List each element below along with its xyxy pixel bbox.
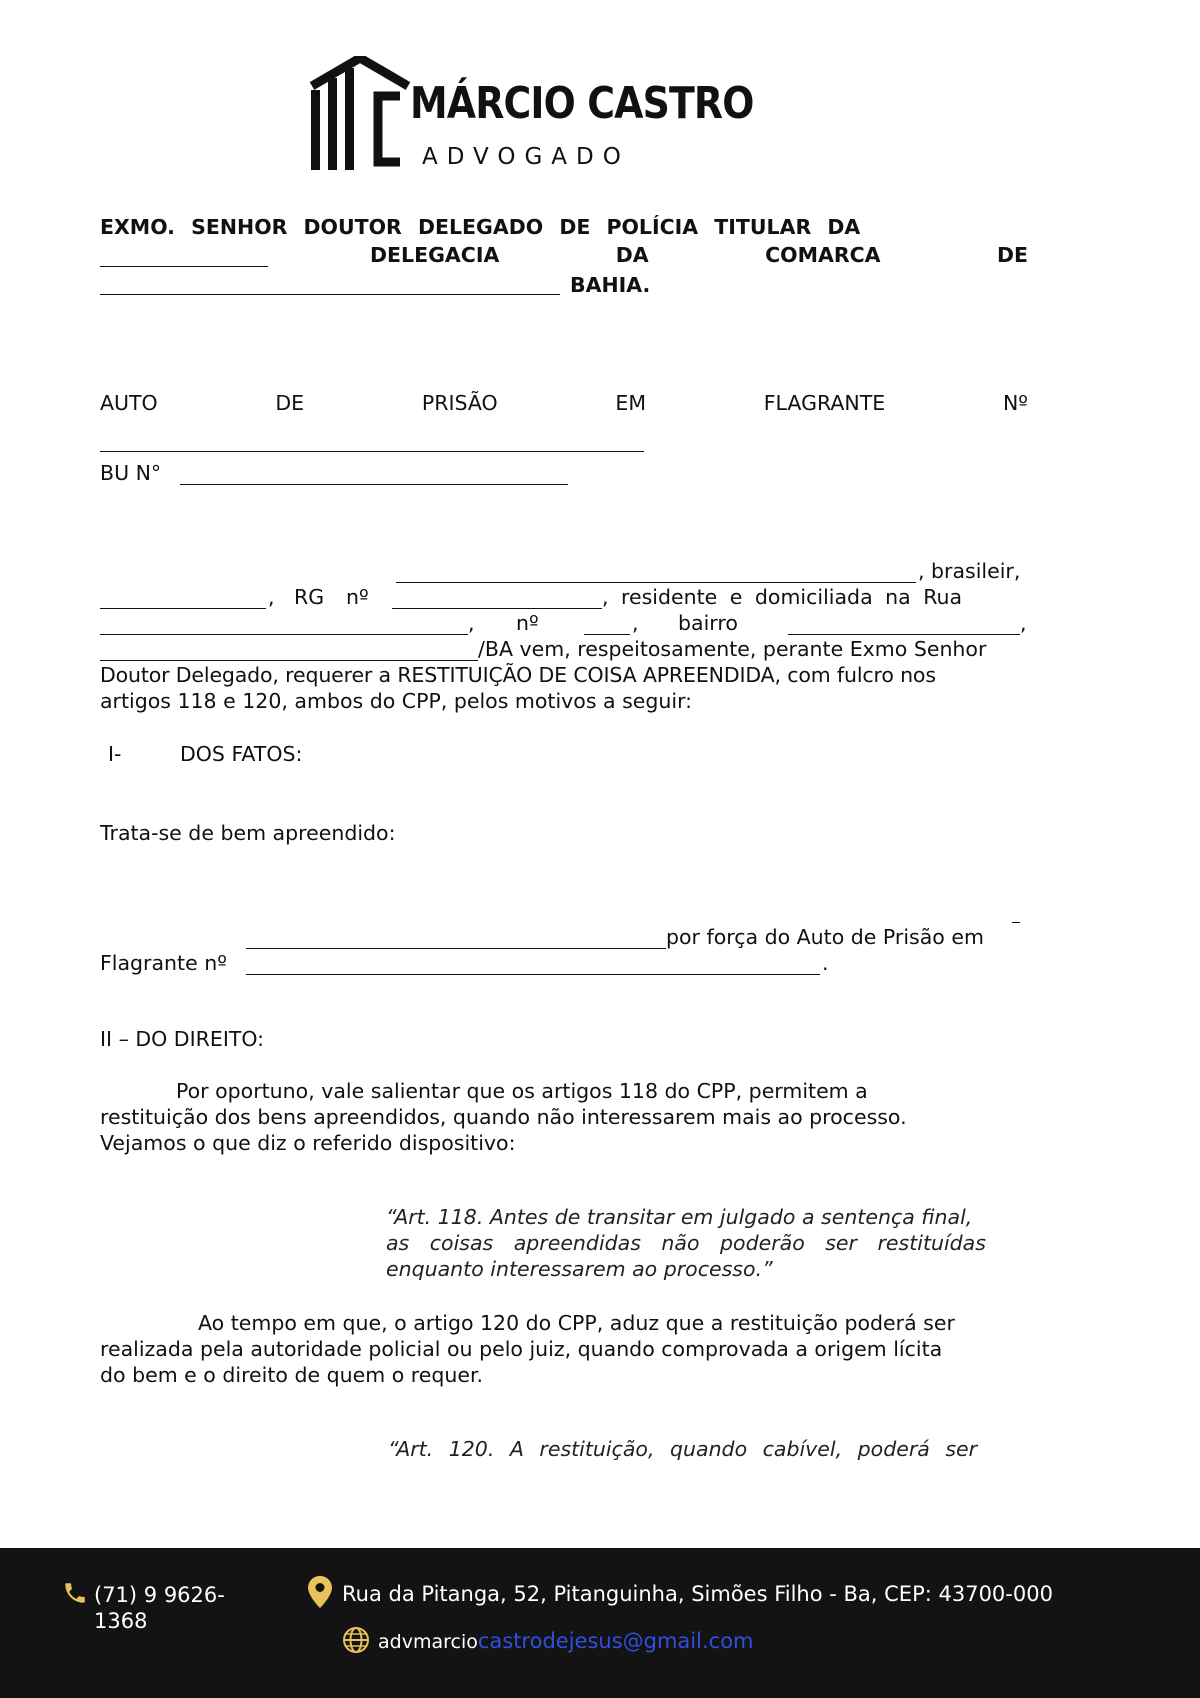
blank-city: [100, 660, 478, 661]
brasileir-text: , brasileir,: [918, 559, 1021, 583]
quote-line: [386, 1204, 1024, 1230]
text-line: do bem e o direito de quem o requer.: [100, 1363, 484, 1387]
blank-auto-number: [100, 451, 644, 452]
addressee-bahia: BAHIA.: [570, 273, 651, 297]
residente: , residente e domiciliada na Rua: [602, 585, 963, 609]
footer-phone-line1: (71) 9 9626-: [94, 1583, 225, 1607]
email-link[interactable]: castrodejesus@gmail.com: [477, 1629, 754, 1653]
blank-delegacia: [100, 266, 268, 267]
blank-bu-number: [180, 484, 568, 485]
blank-rg: [392, 608, 602, 609]
auto-prisao-line: [100, 390, 1028, 416]
blank-house-number: [584, 634, 630, 635]
quote-text: “Art. 118. Antes de transitar em julgado a sentença final,: [386, 1205, 973, 1229]
addressee-text: EXMO. SENHOR DOUTOR DELEGADO DE POLÍCIA TITULAR DA: [100, 215, 861, 239]
blank-bairro: [788, 634, 1020, 635]
bu-label: BU N°: [100, 461, 162, 485]
blank-flagrante: [246, 974, 820, 975]
number-label: nº: [516, 611, 539, 635]
word: DA: [615, 243, 649, 267]
globe-icon: [342, 1626, 370, 1654]
footer-address: Rua da Pitanga, 52, Pitanguinha, Simões Filho - Ba, CEP: 43700-000: [342, 1582, 1053, 1606]
quote-line: [386, 1230, 1024, 1256]
footer-email[interactable]: [378, 1628, 754, 1655]
word: PRISÃO: [421, 391, 498, 415]
addressee-line-1: [100, 214, 1028, 240]
art120-paragraph: [100, 1310, 1028, 1388]
ba-vem-text: /BA vem, respeitosamente, perante Exmo Senhor: [478, 637, 987, 661]
trata-text: Trata-se de bem apreendido:: [100, 821, 396, 845]
residente-text: [602, 584, 1028, 610]
columns-logo-icon: [308, 56, 418, 172]
comma: ,: [468, 611, 475, 635]
text-line: Ao tempo em que, o artigo 120 do CPP, aduz que a restituição poderá ser: [198, 1311, 955, 1335]
addressee-line-2: [370, 242, 1028, 268]
blank-profession: [100, 608, 266, 609]
word: FLAGRANTE: [763, 391, 886, 415]
tiny-dash: [1012, 922, 1020, 923]
intro-line-5: [100, 662, 1028, 714]
word: EM: [615, 391, 647, 415]
bairro-label: bairro: [678, 611, 738, 635]
quote-art-118: [386, 1204, 1024, 1282]
footer-phone-line2: 1368: [94, 1609, 148, 1633]
section-2-title: II – DO DIREITO:: [100, 1027, 265, 1051]
forca-text: por força do Auto de Prisão em: [666, 925, 984, 949]
section-1-title: DOS FATOS:: [180, 742, 303, 766]
blank-street: [100, 634, 468, 635]
text-line: Doutor Delegado, requerer a RESTITUIÇÃO DE COISA APREENDIDA, com fulcro nos: [100, 663, 936, 687]
text-line: restituição dos bens apreendidos, quando não interessarem mais ao processo.: [100, 1105, 907, 1129]
text-line: realizada pela autoridade policial ou pelo juiz, quando comprovada a origem lícita: [100, 1337, 943, 1361]
word: DE: [996, 243, 1028, 267]
section-1-numeral: I-: [108, 742, 122, 766]
footer: [0, 1548, 1200, 1698]
rg-no-label: nº: [346, 585, 369, 609]
comma: ,: [268, 585, 275, 609]
rg-label: RG: [294, 585, 325, 609]
blank-bem: [246, 948, 666, 949]
flagrante-label: Flagrante nº: [100, 951, 227, 975]
word: Nº: [1002, 391, 1028, 415]
word: DELEGACIA: [370, 243, 500, 267]
period: .: [822, 951, 829, 975]
blank-name: [396, 582, 916, 583]
text-line: Por oportuno, vale salientar que os artigos 118 do CPP, permitem a: [176, 1079, 868, 1103]
location-pin-icon: [308, 1576, 332, 1608]
comma: ,: [1020, 611, 1027, 635]
logo-subtitle: ADVOGADO: [422, 144, 630, 170]
word: DE: [275, 391, 305, 415]
blank-comarca: [100, 294, 560, 295]
quote-art-120: “Art. 120. A restituição, quando cabível, poderá ser: [388, 1437, 978, 1461]
word: COMARCA: [765, 243, 881, 267]
quote-text: enquanto interessarem ao processo.”: [386, 1257, 773, 1281]
word: AUTO: [100, 391, 158, 415]
text-line: artigos 118 e 120, ambos do CPP, pelos motivos a seguir:: [100, 689, 693, 713]
phone-icon: [62, 1580, 88, 1606]
text-line: Vejamos o que diz o referido dispositivo:: [100, 1131, 516, 1155]
firm-logo: [308, 56, 754, 172]
direito-paragraph: [100, 1078, 1028, 1156]
comma: ,: [632, 611, 639, 635]
logo-name: MÁRCIO CASTRO: [410, 78, 754, 129]
quote-text: as coisas apreendidas não poderão ser restituídas: [386, 1231, 986, 1255]
email-prefix: advmarcio: [378, 1631, 478, 1653]
